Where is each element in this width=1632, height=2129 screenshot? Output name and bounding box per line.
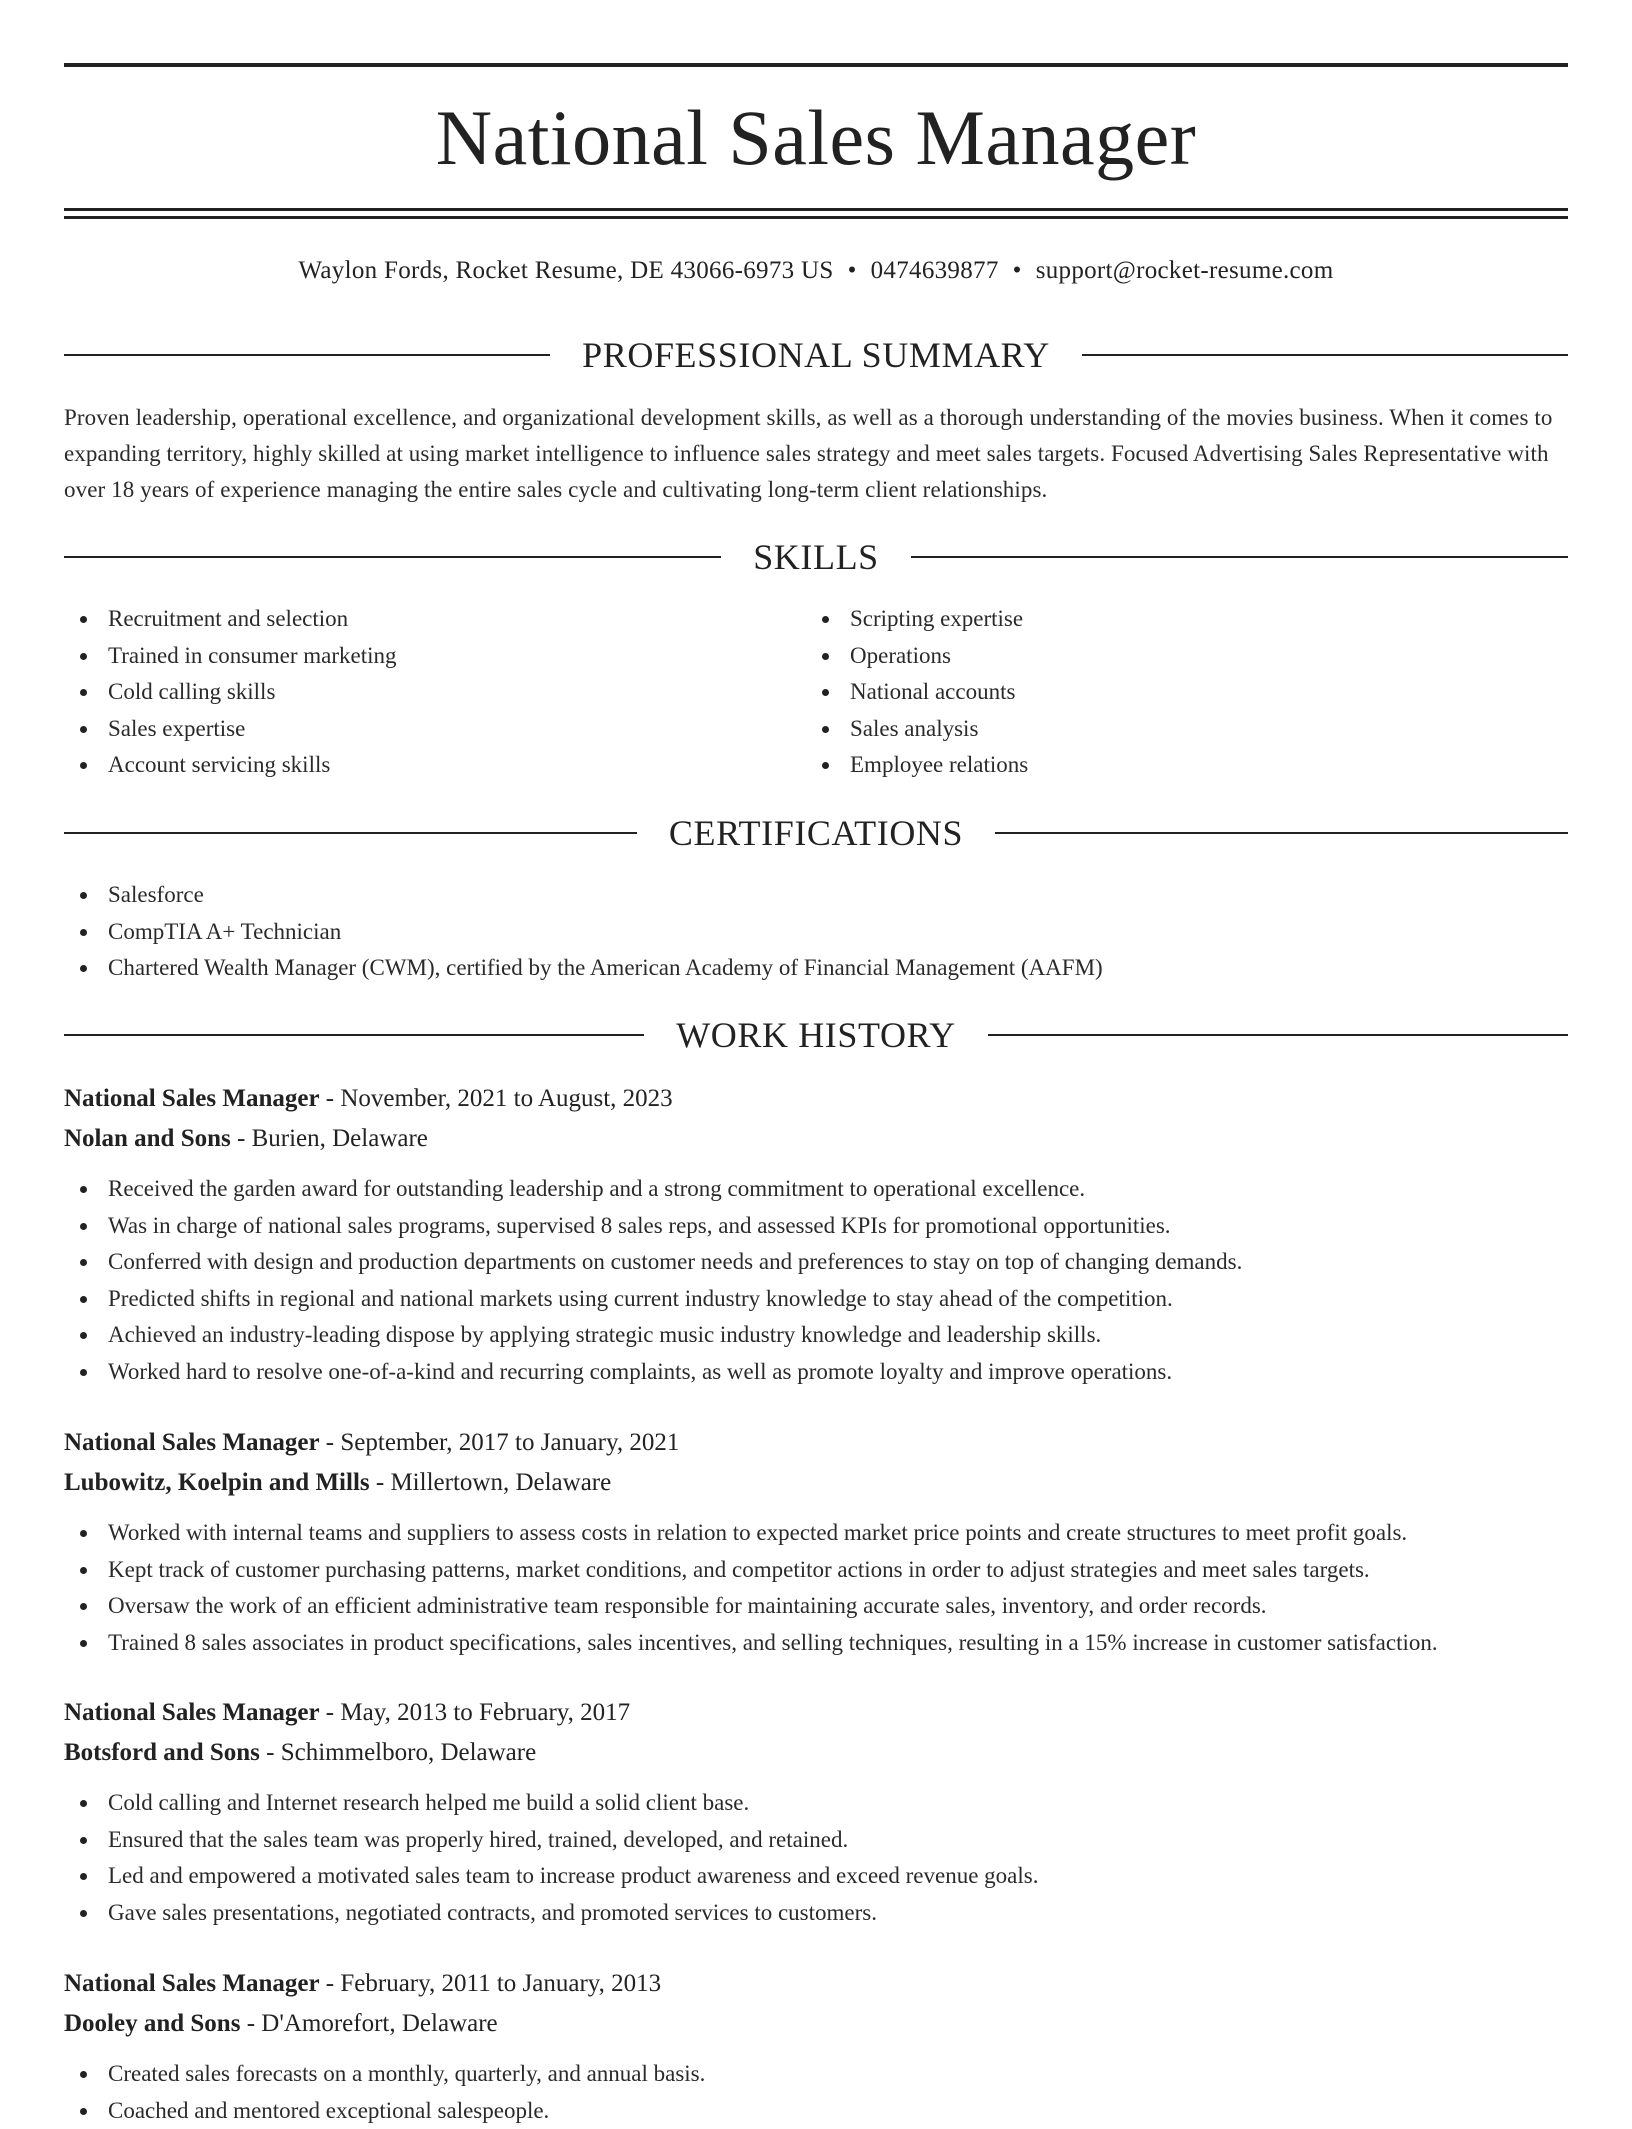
contact-address: Waylon Fords, Rocket Resume, DE 43066-6973 US <box>299 257 834 284</box>
job-location: Burien, Delaware <box>252 1125 428 1152</box>
job-dates: September, 2017 to January, 2021 <box>340 1429 679 1456</box>
section-heading-label: WORK HISTORY <box>644 1013 988 1057</box>
job-role: National Sales Manager <box>64 1429 320 1456</box>
section-heading-skills <box>64 535 1568 579</box>
job-bullet: Was in charge of national sales programs, supervised 8 sales reps, and assessed KPIs for promotional opportunities. <box>64 1208 1568 1245</box>
job-bullet: Oversaw the work of an efficient administrative team responsible for maintaining accurate sales, inventory, and order records. <box>64 1588 1568 1625</box>
job-company-line: Dooley and Sons - D'Amorefort, Delaware <box>64 2004 1568 2044</box>
header-double-rule-lower <box>64 216 1568 219</box>
job-company-line: Botsford and Sons - Schimmelboro, Delaware <box>64 1733 1568 1773</box>
job-title-line: National Sales Manager - May, 2013 to February, 2017 <box>64 1693 1568 1733</box>
skill-item: Trained in consumer marketing <box>64 638 804 675</box>
certifications-list <box>64 877 1568 987</box>
job-bullet: Created sales forecasts on a monthly, quarterly, and annual basis. <box>64 2056 1568 2093</box>
contact-separator: • <box>1013 253 1022 289</box>
job-role: National Sales Manager <box>64 1085 320 1112</box>
job-entry <box>64 1423 1568 1661</box>
section-heading-label: SKILLS <box>721 535 911 579</box>
heading-rule <box>64 1034 644 1036</box>
job-bullet: Gave sales presentations, negotiated contracts, and promoted services to customers. <box>64 1895 1568 1932</box>
job-company: Dooley and Sons <box>64 2010 240 2037</box>
job-location: Millertown, Delaware <box>390 1469 611 1496</box>
contact-phone: 0474639877 <box>871 257 999 284</box>
header-double-rule-upper <box>64 208 1568 211</box>
certification-item: Chartered Wealth Manager (CWM), certified by the American Academy of Financial Management (AAFM) <box>64 950 1568 987</box>
heading-rule <box>64 832 637 834</box>
job-bullets <box>64 2056 1568 2129</box>
job-bullets <box>64 1515 1568 1661</box>
job-entry <box>64 1693 1568 1931</box>
job-entry <box>64 1964 1568 2129</box>
heading-rule <box>911 556 1568 558</box>
job-location: D'Amorefort, Delaware <box>261 2010 497 2037</box>
section-heading-certifications <box>64 811 1568 855</box>
skill-item: Employee relations <box>806 747 1546 784</box>
skill-item: Sales analysis <box>806 711 1546 748</box>
summary-text: Proven leadership, operational excellence, and organizational development skills, as well as a thorough understanding of the movies business. When it comes to expanding territory, highly skilled at using market intelligence to influence sales strategy and meet sales targets. Focused Advertising Sales Representative with over 18 years of experience managing the entire sales cycle and cultivating long-term client relationships. <box>64 400 1568 508</box>
job-bullet: Led and empowered a motivated sales team to increase product awareness and exceed revenue goals. <box>64 1858 1568 1895</box>
job-entry <box>64 1079 1568 1390</box>
skill-item: National accounts <box>806 674 1546 711</box>
skill-item: Scripting expertise <box>806 601 1546 638</box>
contact-email: support@rocket-resume.com <box>1036 257 1334 284</box>
job-title-line: National Sales Manager - September, 2017 to January, 2021 <box>64 1423 1568 1463</box>
job-dates: February, 2011 to January, 2013 <box>340 1970 661 1997</box>
job-company: Lubowitz, Koelpin and Mills <box>64 1469 370 1496</box>
job-bullet: Predicted shifts in regional and national markets using current industry knowledge to stay ahead of the competition. <box>64 1281 1568 1318</box>
skills-list-left <box>64 601 804 784</box>
job-bullet: Kept track of customer purchasing patterns, market conditions, and competitor actions in order to adjust strategies and meet sales targets. <box>64 1552 1568 1589</box>
job-bullet: Trained 8 sales associates in product specifications, sales incentives, and selling techniques, resulting in a 15% increase in customer satisfaction. <box>64 1625 1568 1662</box>
contact-separator: • <box>848 253 857 289</box>
job-bullet: Received the garden award for outstanding leadership and a strong commitment to operational excellence. <box>64 1171 1568 1208</box>
heading-rule <box>1082 354 1568 356</box>
skill-item: Cold calling skills <box>64 674 804 711</box>
certification-item: CompTIA A+ Technician <box>64 914 1568 951</box>
skill-item: Operations <box>806 638 1546 675</box>
job-company-line: Nolan and Sons - Burien, Delaware <box>64 1119 1568 1159</box>
heading-rule <box>995 832 1568 834</box>
section-heading-label: CERTIFICATIONS <box>637 811 995 855</box>
skill-item: Recruitment and selection <box>64 601 804 638</box>
job-bullet: Cold calling and Internet research helped me build a solid client base. <box>64 1785 1568 1822</box>
skill-item: Sales expertise <box>64 711 804 748</box>
job-bullet: Achieved an industry-leading dispose by applying strategic music industry knowledge and leadership skills. <box>64 1317 1568 1354</box>
job-dates: May, 2013 to February, 2017 <box>340 1699 630 1726</box>
certification-item: Salesforce <box>64 877 1568 914</box>
job-title-line: National Sales Manager - November, 2021 to August, 2023 <box>64 1079 1568 1119</box>
section-heading-summary <box>64 333 1568 377</box>
heading-rule <box>64 354 550 356</box>
header-top-rule <box>64 63 1568 67</box>
job-bullet: Ensured that the sales team was properly hired, trained, developed, and retained. <box>64 1822 1568 1859</box>
job-dates: November, 2021 to August, 2023 <box>340 1085 672 1112</box>
job-bullet: Worked hard to resolve one-of-a-kind and recurring complaints, as well as promote loyalty and improve operations. <box>64 1354 1568 1391</box>
job-company: Botsford and Sons <box>64 1739 260 1766</box>
job-bullet: Coached and mentored exceptional salespeople. <box>64 2093 1568 2129</box>
section-heading-work-history <box>64 1013 1568 1057</box>
job-bullets <box>64 1171 1568 1390</box>
job-bullet: Conferred with design and production departments on customer needs and preferences to stay on top of changing demands. <box>64 1244 1568 1281</box>
resume-title: National Sales Manager <box>64 88 1568 188</box>
job-company: Nolan and Sons <box>64 1125 231 1152</box>
heading-rule <box>64 556 721 558</box>
job-company-line: Lubowitz, Koelpin and Mills - Millertown, Delaware <box>64 1463 1568 1503</box>
job-location: Schimmelboro, Delaware <box>281 1739 536 1766</box>
skill-item: Account servicing skills <box>64 747 804 784</box>
heading-rule <box>988 1034 1568 1036</box>
contact-line <box>64 253 1568 289</box>
skills-list-right <box>806 601 1546 784</box>
job-bullets <box>64 1785 1568 1931</box>
section-heading-label: PROFESSIONAL SUMMARY <box>550 333 1082 377</box>
job-role: National Sales Manager <box>64 1970 320 1997</box>
job-role: National Sales Manager <box>64 1699 320 1726</box>
job-bullet: Worked with internal teams and suppliers to assess costs in relation to expected market price points and create structures to meet profit goals. <box>64 1515 1568 1552</box>
job-title-line: National Sales Manager - February, 2011 to January, 2013 <box>64 1964 1568 2004</box>
